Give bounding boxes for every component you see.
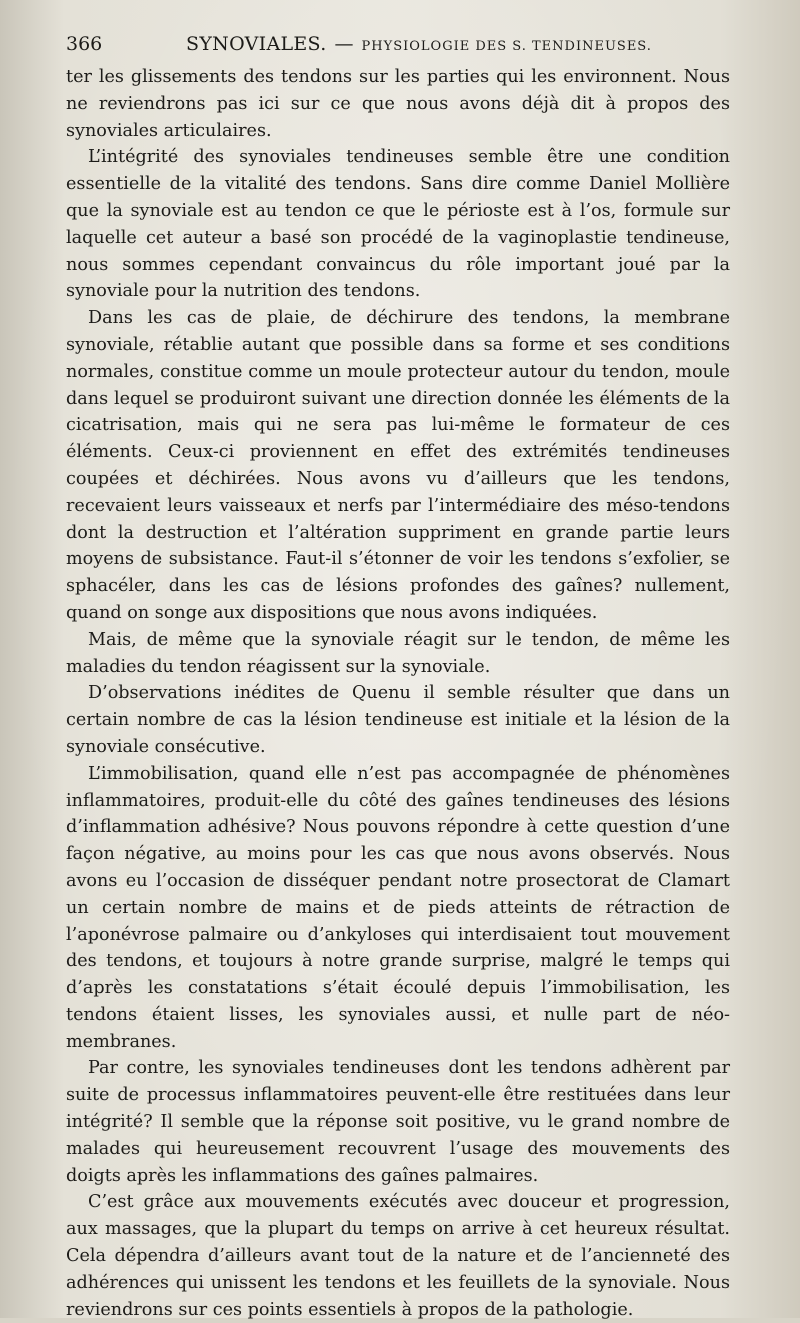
paragraph-massages: C’est grâce aux mouvements exécutés avec douceur et progression, aux massages, que la plupart du temps on arrive à cet heureux résultat. Cela dépendra d’ailleurs avant tout de la nature et de l’ancienneté des adhérences qui unissent les tendons et les feuillets de la synoviale. Nous reviendrons sur ces points essentiels à propos de la pathologie.: [66, 1192, 730, 1320]
section-subtitle: PHYSIOLOGIE DES S. TENDINEUSES.: [361, 39, 652, 54]
paragraph-immobilisation: L’immobilisation, quand elle n’est pas accompagnée de phénomènes inflammatoires, produit-elle du côté des gaînes tendineuses des lésions d’inflammation adhésive? Nous pouvons répondre à cette question d’une façon négative, au moins pour les cas que nous avons observés. Nous avons eu l’occasion de disséquer pendant notre prosectorat de Clamart un certain nombre de mains et de pieds atteints de rétraction de l’aponévrose palmaire ou d’ankyloses qui interdisaient tout mouvement des tendons, et toujours à notre grande surprise, malgré le temps qui d’après les constatations s’était écoulé depuis l’immobilisation, les tendons étaient lisses, les synoviales aussi, et nulle part de néo-membranes.: [66, 763, 730, 1052]
running-head: [186, 30, 652, 61]
page-header: [66, 30, 730, 58]
paragraph-quenu: D’observations inédites de Quenu il semble résulter que dans un certain nombre de cas la lésion tendineuse est initiale et la lésion de la synoviale consécutive.: [66, 683, 730, 757]
page-number: 366: [66, 33, 103, 55]
paragraph-reaction: Mais, de même que la synoviale réagit sur le tendon, de même les maladies du tendon réagissent sur la synoviale.: [66, 629, 730, 677]
paragraph-integrite: L’intégrité des synoviales tendineuses semble être une condition essentielle de la vitalité des tendons. Sans dire comme Daniel Mollière que la synoviale est au tendon ce que le périoste est à l’os, formule sur laquelle cet auteur a basé son procédé de la vaginoplastie tendineuse, nous sommes cependant convaincus du rôle important joué par la synoviale pour la nutrition des tendons.: [66, 147, 730, 302]
header-dash: —: [334, 33, 354, 55]
body-text: [66, 64, 730, 1323]
paragraph-plaie: Dans les cas de plaie, de déchirure des tendons, la membrane synoviale, rétablie autant que possible dans sa forme et ses conditions normales, constitue comme un moule protecteur autour du tendon, moule dans lequel se produiront suivant une direction donnée les éléments de la cicatrisation, mais qui ne sera pas lui-même le formateur de ces éléments. Ceux-ci proviennent en effet des extrémités tendineuses coupées et déchirées. Nous avons vu d’ailleurs que les tendons, recevaient leurs vaisseaux et nerfs par l’intermédiaire des méso-tendons dont la destruction et l’altération suppriment en grande partie leurs moyens de subsistance. Faut-il s’étonner de voir les tendons s’exfolier, se sphacéler, dans les cas de lésions profondes des gaînes? nullement, quand on songe aux dispositions que nous avons indiquées.: [66, 308, 730, 623]
paragraph-continued: ter les glissements des tendons sur les parties qui les environnent. Nous ne reviendrons pas ici sur ce que nous avons déjà dit à propos des synoviales articulaires.: [66, 67, 730, 141]
paragraph-par-contre: Par contre, les synoviales tendineuses dont les tendons adhèrent par suite de processus inflammatoires peuvent-elle être restituées dans leur intégrité? Il semble que la réponse soit positive, vu le grand nombre de malades qui heureusement recouvrent l’usage des mouvements des doigts après les inflammations des gaînes palmaires.: [66, 1058, 730, 1186]
section-title: SYNOVIALES.: [186, 33, 327, 55]
